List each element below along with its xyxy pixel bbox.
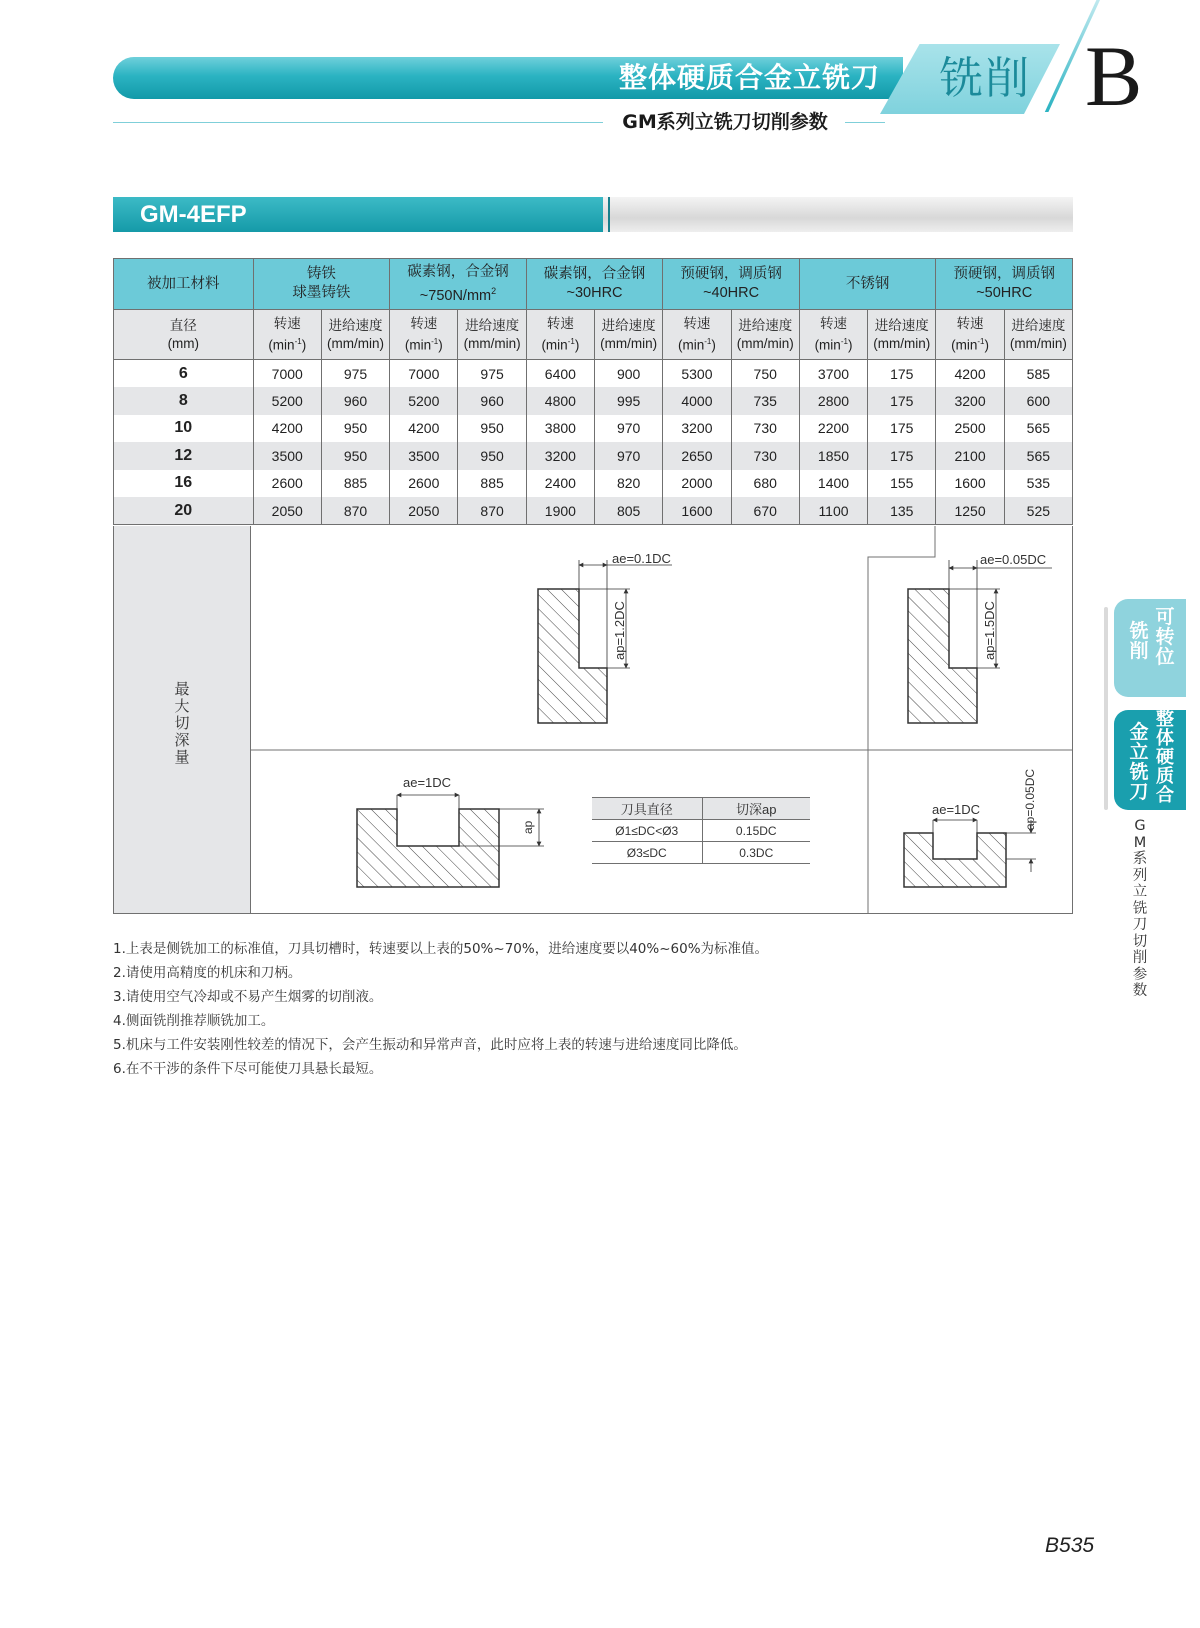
header-subtitle: GM系列立铣刀切削参数 — [622, 111, 828, 133]
page-number: B535 — [1045, 1534, 1095, 1557]
feed-cell: 680 — [731, 470, 799, 498]
speed-cell: 1850 — [799, 442, 867, 470]
feed-cell: 975 — [321, 360, 389, 388]
speed-cell: 1600 — [663, 497, 731, 525]
svg-text:ap=1.5DC: ap=1.5DC — [982, 601, 997, 660]
speed-cell: 3500 — [253, 442, 321, 470]
note-item: 2.请使用高精度的机床和刀柄。 — [113, 965, 302, 981]
max-depth-label: 最大切深量 — [174, 680, 190, 766]
section-title: GM-4EFP — [140, 201, 247, 228]
feed-cell: 960 — [458, 387, 526, 415]
speed-cell: 3200 — [663, 415, 731, 443]
ae-label: ae=0.1DC — [612, 551, 671, 566]
feed-cell: 535 — [1004, 470, 1072, 498]
diameter-cell: 16 — [114, 470, 254, 498]
feed-cell: 750 — [731, 360, 799, 388]
table-row — [114, 387, 1073, 415]
feed-cell: 525 — [1004, 497, 1072, 525]
notes-list — [113, 937, 953, 1081]
cut-depth-header: 切深ap — [702, 798, 810, 820]
table-row: Ø1≤DC<Ø3 0.15DC — [592, 820, 810, 842]
feed-cell: 735 — [731, 387, 799, 415]
svg-text:ap=0.05DC: ap=0.05DC — [1023, 768, 1037, 830]
speed-cell: 1600 — [936, 470, 1004, 498]
speed-header: 转速 $(\min^{-1})$ — [253, 310, 321, 360]
unit-header-row — [114, 310, 1073, 360]
speed-cell: 2400 — [526, 470, 594, 498]
feed-cell: 730 — [731, 442, 799, 470]
feed-cell: 885 — [321, 470, 389, 498]
table-row — [114, 497, 1073, 525]
feed-cell: 975 — [458, 360, 526, 388]
speed-cell: 4800 — [526, 387, 594, 415]
diameter-cell: 6 — [114, 360, 254, 388]
speed-cell: 2050 — [253, 497, 321, 525]
depth-of-cut-table — [592, 797, 810, 864]
speed-header: 转速 $(\min^{-1})$ — [526, 310, 594, 360]
speed-cell: 2650 — [663, 442, 731, 470]
feed-cell: 885 — [458, 470, 526, 498]
side-tab-label: 可转位 — [1155, 606, 1175, 668]
material-col-carbon-750: 碳素钢，合金钢 $\sim 750N/mm^2$ — [390, 259, 527, 310]
speed-cell: 2050 — [390, 497, 458, 525]
table-row — [114, 415, 1073, 443]
note-item: 1.上表是侧铣加工的标准值，刀具切槽时，转速要以上表的50%~70%，进给速度要以40%~60%为标准值。 — [113, 941, 769, 957]
speed-cell: 3200 — [936, 387, 1004, 415]
feed-cell: 870 — [458, 497, 526, 525]
speed-cell: 3500 — [390, 442, 458, 470]
feed-cell: 950 — [321, 415, 389, 443]
feed-header: 进给速度 (mm/min) — [868, 310, 936, 360]
feed-cell: 820 — [595, 470, 663, 498]
header-divider — [845, 122, 885, 123]
speed-cell: 2500 — [936, 415, 1004, 443]
speed-cell: 3200 — [526, 442, 594, 470]
feed-cell: 950 — [458, 415, 526, 443]
feed-header: 进给速度 (mm/min) — [731, 310, 799, 360]
feed-cell: 995 — [595, 387, 663, 415]
svg-text:ae=1DC: ae=1DC — [403, 775, 452, 790]
max-depth-label-column — [114, 526, 251, 913]
speed-cell: 7000 — [253, 360, 321, 388]
speed-header: 转速 $(\min^{-1})$ — [799, 310, 867, 360]
side-tab-label: 整体硬质合 — [1156, 709, 1174, 806]
side-nav-line — [1104, 607, 1108, 810]
section-letter: B — [1085, 28, 1143, 124]
feed-header: 进给速度 (mm/min) — [595, 310, 663, 360]
feed-cell: 135 — [868, 497, 936, 525]
feed-cell: 155 — [868, 470, 936, 498]
material-col-carbon-30hrc: 碳素钢，合金钢 ~30HRC — [526, 259, 663, 310]
speed-cell: 1100 — [799, 497, 867, 525]
feed-header: 进给速度 (mm/min) — [321, 310, 389, 360]
feed-cell: 175 — [868, 442, 936, 470]
feed-cell: 950 — [458, 442, 526, 470]
speed-cell: 4200 — [390, 415, 458, 443]
speed-cell: 1900 — [526, 497, 594, 525]
feed-cell: 805 — [595, 497, 663, 525]
feed-cell: 900 — [595, 360, 663, 388]
diameter-cell: 8 — [114, 387, 254, 415]
svg-text:ap=1.2DC: ap=1.2DC — [612, 601, 627, 660]
side-tab-label: 铣削 — [1129, 620, 1149, 662]
speed-header: 转速 $(\min^{-1})$ — [390, 310, 458, 360]
feed-cell: 960 — [321, 387, 389, 415]
svg-text:ae=1DC: ae=1DC — [932, 802, 981, 817]
header-title: 整体硬质合金立铣刀 — [618, 61, 880, 94]
speed-cell: 2100 — [936, 442, 1004, 470]
material-col-cast-iron: 铸铁 球墨铸铁 — [253, 259, 390, 310]
material-header: 被加工材料 — [114, 259, 254, 310]
speed-cell: 7000 — [390, 360, 458, 388]
diameter-cell: 10 — [114, 415, 254, 443]
speed-cell: 1400 — [799, 470, 867, 498]
svg-text:ae=0.05DC: ae=0.05DC — [980, 552, 1047, 567]
speed-cell: 5300 — [663, 360, 731, 388]
speed-cell: 6400 — [526, 360, 594, 388]
feed-cell: 585 — [1004, 360, 1072, 388]
table-row — [114, 470, 1073, 498]
note-item: 6.在不干涉的条件下尽可能使刀具悬长最短。 — [113, 1061, 383, 1077]
feed-header: 进给速度 (mm/min) — [1004, 310, 1072, 360]
speed-cell: 4200 — [936, 360, 1004, 388]
feed-header: 进给速度 (mm/min) — [458, 310, 526, 360]
feed-cell: 870 — [321, 497, 389, 525]
svg-text:ap: ap — [521, 820, 535, 834]
speed-header: 转速 $(\min^{-1})$ — [936, 310, 1004, 360]
speed-cell: 3800 — [526, 415, 594, 443]
feed-cell: 670 — [731, 497, 799, 525]
side-tab-solid-carbide-endmill[interactable] — [1114, 710, 1186, 810]
side-vertical-label: GM系列立铣刀切削参数 — [1132, 818, 1148, 999]
speed-cell: 5200 — [253, 387, 321, 415]
note-item: 3.请使用空气冷却或不易产生烟雾的切削液。 — [113, 989, 383, 1005]
material-col-stainless: 不锈钢 — [799, 259, 936, 310]
feed-cell: 970 — [595, 415, 663, 443]
speed-cell: 3700 — [799, 360, 867, 388]
material-header-row — [114, 259, 1073, 310]
feed-cell: 565 — [1004, 442, 1072, 470]
speed-header: 转速 $(\min^{-1})$ — [663, 310, 731, 360]
speed-cell: 1250 — [936, 497, 1004, 525]
speed-cell: 4200 — [253, 415, 321, 443]
feed-cell: 175 — [868, 415, 936, 443]
diameter-cell: 20 — [114, 497, 254, 525]
feed-cell: 970 — [595, 442, 663, 470]
feed-cell: 730 — [731, 415, 799, 443]
table-row — [114, 442, 1073, 470]
table-body — [114, 360, 1073, 525]
cutting-parameters-table — [113, 258, 1073, 525]
speed-cell: 5200 — [390, 387, 458, 415]
speed-cell: 2800 — [799, 387, 867, 415]
diameter-cell: 12 — [114, 442, 254, 470]
speed-cell: 2600 — [253, 470, 321, 498]
speed-cell: 2200 — [799, 415, 867, 443]
material-col-prehardened-50hrc: 预硬钢，调质钢 ~50HRC — [936, 259, 1073, 310]
feed-cell: 600 — [1004, 387, 1072, 415]
header-divider — [113, 122, 603, 123]
side-tab-label: 金立铣刀 — [1129, 721, 1149, 803]
material-col-prehardened-40hrc: 预硬钢，调质钢 ~40HRC — [663, 259, 800, 310]
note-item: 4.侧面铣削推荐顺铣加工。 — [113, 1013, 275, 1029]
feed-cell: 175 — [868, 387, 936, 415]
category-tab-label: 铣削 — [939, 53, 1031, 104]
table-row: Ø3≤DC 0.3DC — [592, 842, 810, 864]
side-tab-indexable-milling[interactable] — [1114, 599, 1186, 697]
speed-cell: 2000 — [663, 470, 731, 498]
speed-cell: 2600 — [390, 470, 458, 498]
feed-cell: 565 — [1004, 415, 1072, 443]
speed-cell: 4000 — [663, 387, 731, 415]
feed-cell: 950 — [321, 442, 389, 470]
feed-cell: 175 — [868, 360, 936, 388]
note-item: 5.机床与工件安装刚性较差的情况下，会产生振动和异常声音，此时应将上表的转速与进给速度同比降低。 — [113, 1037, 747, 1053]
diameter-header: 直径 (mm) — [114, 310, 254, 360]
table-row — [114, 360, 1073, 388]
tool-diameter-header: 刀具直径 — [592, 798, 702, 820]
